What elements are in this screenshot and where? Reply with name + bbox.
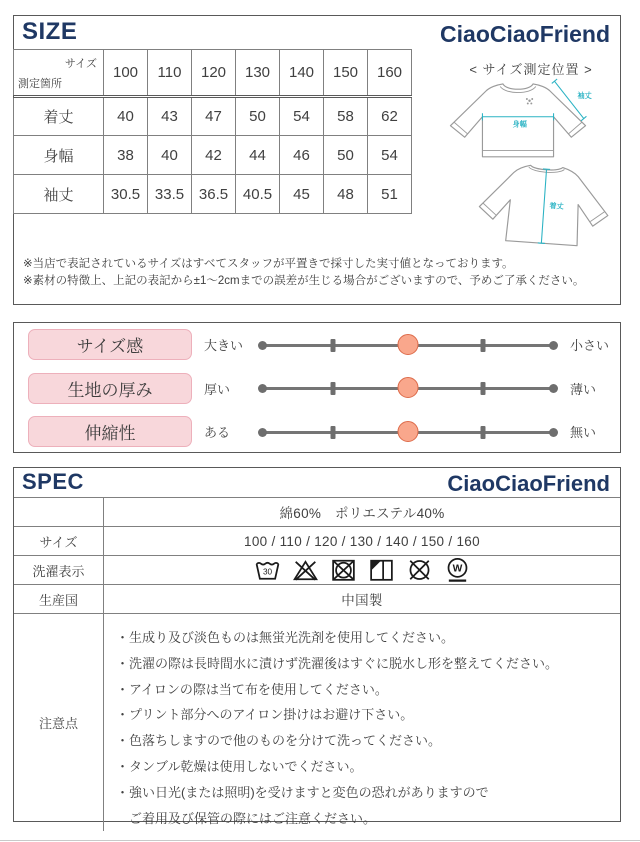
size-column-header: 130 xyxy=(236,50,280,97)
svg-text:W: W xyxy=(452,563,462,575)
size-section xyxy=(13,15,621,305)
caution-note-line: ・色落ちしますので他のものを分けて洗ってください。 xyxy=(116,733,442,749)
gauge-right-text: 無い xyxy=(570,425,597,441)
gauge-row xyxy=(14,367,620,411)
size-table xyxy=(13,49,412,214)
shade-dry-icon xyxy=(368,558,395,582)
care-symbols-cell xyxy=(104,556,620,584)
spec-row xyxy=(14,527,620,556)
gauge-left-text: ある xyxy=(204,425,231,441)
spec-row-value: 100 / 110 / 120 / 130 / 140 / 150 / 160 xyxy=(244,533,480,549)
measurement-row-label: 身幅 xyxy=(14,136,104,175)
gauge-end-dot xyxy=(258,384,267,393)
svg-text:袖丈: 袖丈 xyxy=(577,92,592,101)
gauge-marker-dot xyxy=(398,421,419,442)
size-column-header: 140 xyxy=(280,50,324,97)
measurement-value: 58 xyxy=(324,97,368,136)
caution-note-line: ・プリント部分へのアイロン掛けはお避け下さい。 xyxy=(116,707,414,723)
spec-row-value: 綿60% ポリエステル40% xyxy=(279,506,445,521)
caution-notes-cell xyxy=(104,614,620,831)
shirt-back-diagram-image xyxy=(466,154,624,254)
measurement-value: 48 xyxy=(324,175,368,214)
spec-row xyxy=(14,585,620,614)
size-column-header: 120 xyxy=(192,50,236,97)
gauge-label: 伸縮性 xyxy=(28,416,192,447)
measurement-value: 30.5 xyxy=(104,175,148,214)
brand-name: CiaoCiaoFriend xyxy=(440,21,610,47)
no-dry-clean-icon xyxy=(406,558,433,582)
size-note-line: ※当店で表記されているサイズはすべてスタッフが平置きで採寸した実寸値となっております。 xyxy=(23,258,514,270)
spec-row-label: 洗濯表示 xyxy=(14,556,104,584)
spec-section xyxy=(13,467,621,826)
measurement-value: 33.5 xyxy=(148,175,192,214)
caution-note-line: ・アイロンの際は当て布を使用してください。 xyxy=(116,681,388,697)
corner-label-size: サイズ xyxy=(64,58,97,70)
measurement-value: 40.5 xyxy=(236,175,280,214)
gauge-tick xyxy=(331,426,336,439)
size-notes xyxy=(23,256,584,290)
measurement-value: 50 xyxy=(236,97,280,136)
gauge-tick xyxy=(481,426,486,439)
spec-row-label: 注意点 xyxy=(14,614,104,831)
size-table-row xyxy=(14,97,412,136)
spec-row-label: 生産国 xyxy=(14,585,104,613)
gauge-section xyxy=(13,322,621,453)
gauge-right-text: 薄い xyxy=(570,381,597,397)
measurement-row-label: 着丈 xyxy=(14,97,104,136)
measurement-value: 40 xyxy=(148,136,192,175)
measurement-value: 62 xyxy=(368,97,412,136)
size-table-row xyxy=(14,136,412,175)
gauge-row xyxy=(14,323,620,367)
spec-row-label xyxy=(14,498,104,526)
wash-30-icon xyxy=(254,558,281,582)
gauge-marker-dot xyxy=(398,334,419,355)
gauge-end-dot xyxy=(549,428,558,437)
measurement-value: 47 xyxy=(192,97,236,136)
measurement-value: 40 xyxy=(104,97,148,136)
size-table-row xyxy=(14,175,412,214)
size-column-header: 150 xyxy=(324,50,368,97)
measurement-value: 50 xyxy=(324,136,368,175)
measurement-value: 36.5 xyxy=(192,175,236,214)
gauge-tick xyxy=(331,339,336,352)
gauge-tick xyxy=(481,382,486,395)
spec-row xyxy=(14,614,620,831)
size-table-corner-cell xyxy=(14,50,104,97)
size-column-header: 160 xyxy=(368,50,412,97)
svg-text:30: 30 xyxy=(262,567,272,577)
caution-note-line: ・タンブル乾燥は使用しないでください。 xyxy=(116,758,363,774)
measurement-value: 44 xyxy=(236,136,280,175)
gauge-tick xyxy=(481,339,486,352)
gauge-track xyxy=(258,377,558,399)
size-section-title: SIZE xyxy=(22,18,78,45)
measurement-row-label: 袖丈 xyxy=(14,175,104,214)
gauge-track xyxy=(258,421,558,443)
measurement-value: 51 xyxy=(368,175,412,214)
gauge-end-dot xyxy=(549,384,558,393)
measurement-value: 45 xyxy=(280,175,324,214)
gauge-track xyxy=(258,334,558,356)
size-note-line: ※素材の特徴上、上記の表記から±1〜2cmまでの誤差が生じる場合がございますので、予めご了承ください。 xyxy=(23,275,585,287)
gauge-tick xyxy=(331,382,336,395)
corner-label-measure-point: 測定箇所 xyxy=(18,78,62,90)
measurement-value: 43 xyxy=(148,97,192,136)
measurement-value: 54 xyxy=(368,136,412,175)
gauge-label: サイズ感 xyxy=(28,329,192,360)
size-diagram-caption: < サイズ測定位置 > xyxy=(469,62,593,77)
svg-text:着丈: 着丈 xyxy=(549,201,564,211)
measurement-value: 42 xyxy=(192,136,236,175)
measurement-value: 38 xyxy=(104,136,148,175)
shirt-front-diagram-image xyxy=(438,76,598,162)
gauge-marker-dot xyxy=(398,377,419,398)
spec-row-label: サイズ xyxy=(14,527,104,555)
caution-note-line: ・洗濯の際は長時間水に漬けず洗濯後はすぐに脱水し形を整えてください。 xyxy=(116,655,559,671)
caution-note-line: ・生成り及び淡色ものは無蛍光洗剤を使用してください。 xyxy=(116,630,455,645)
gauge-right-text: 小さい xyxy=(570,338,610,354)
spec-section-title: SPEC xyxy=(22,469,84,494)
gauge-left-text: 厚い xyxy=(204,381,231,397)
measurement-value: 54 xyxy=(280,97,324,136)
gauge-end-dot xyxy=(258,428,267,437)
no-tumble-dry-icon xyxy=(330,558,357,582)
gauge-label: 生地の厚み xyxy=(28,373,192,404)
bottom-divider xyxy=(0,840,640,841)
gauge-row xyxy=(14,410,620,454)
spec-header xyxy=(14,468,620,498)
spec-row xyxy=(14,556,620,585)
size-table-header-row xyxy=(14,50,412,97)
caution-note-line: ・強い日光(または照明)を受けますと変色の恐れがありますので xyxy=(116,784,489,800)
no-bleach-icon xyxy=(292,558,319,582)
measurement-value: 46 xyxy=(280,136,324,175)
spec-row xyxy=(14,498,620,527)
wet-clean-icon xyxy=(444,557,471,583)
gauge-end-dot xyxy=(258,341,267,350)
gauge-end-dot xyxy=(549,341,558,350)
gauge-left-text: 大きい xyxy=(204,338,244,354)
svg-text:身幅: 身幅 xyxy=(512,120,527,129)
caution-note-line: ご着用及び保管の際にはご注意ください。 xyxy=(116,810,377,826)
size-column-header: 100 xyxy=(104,50,148,97)
size-column-header: 110 xyxy=(148,50,192,97)
spec-row-value: 中国製 xyxy=(341,593,383,608)
brand-name: CiaoCiaoFriend xyxy=(447,471,610,496)
